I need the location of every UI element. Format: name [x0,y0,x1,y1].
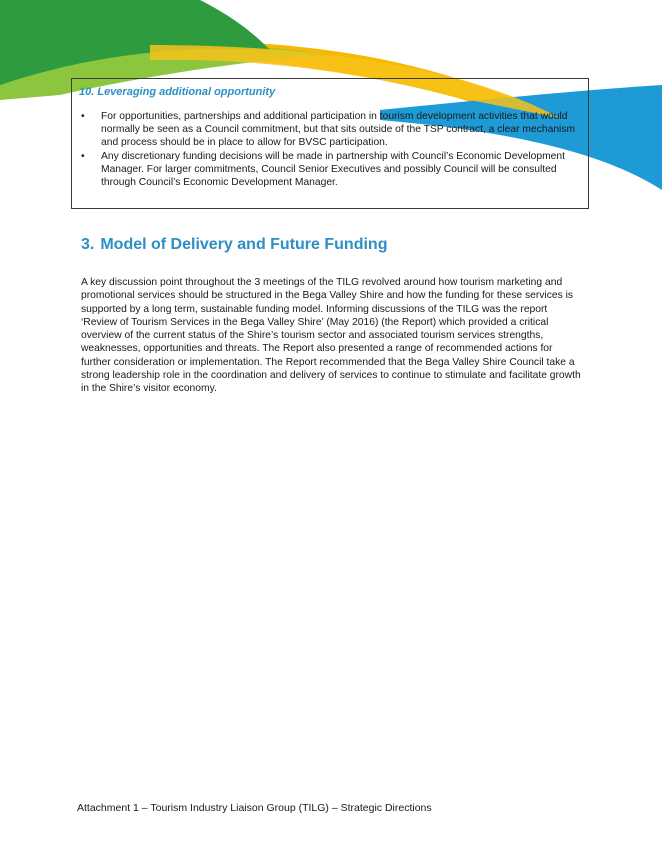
section-number: 3. [81,236,95,253]
section-title-text: Model of Delivery and Future Funding [100,236,388,253]
bullet-item [81,150,586,190]
bullet-icon: • [81,150,85,162]
bullet-icon: • [81,111,85,122]
bullet-list [81,110,586,189]
opportunity-box [71,78,589,209]
section-paragraph: A key discussion point throughout the 3 meetings of the TILG revolved around how tourism marketing and promotional services should be structured in the Bega Valley Shire and how the funding for these services is supported by a long term, sustainable funding model. Informing discussions of the TILG was the report ‘Review of Tourism Services in the Bega Valley Shire’ (May 2016) (the Report) which provided a critical overview of the current status of the Shire’s tourism sector and associated tourism services strengths, weaknesses, opportunities and threats. The Report also presented a range of recommended actions for further consideration or implementation. The Report recommended that the Bega Valley Shire Council take a strong leadership role in the coordination and delivery of services to continue to stimulate and facilitate growth in the Shire’s visitor economy. [81,277,581,395]
bullet-item [81,110,586,150]
bullet-text: For opportunities, partnerships and additional participation in tourism development activities that would normally be seen as a Council commitment, but that sits outside of the TSP contract, a clear mechanism and process should be in place to allow for BVSC participation. [101,111,576,149]
bullet-text: Any discretionary funding decisions will be made in partnership with Council’s Economic Development Manager. For larger commitments, Council Senior Executives and possibly Council will be consulted through Council’s Economic Development Manager. [101,150,565,189]
box-title: 10. Leveraging additional opportunity [79,86,276,98]
page-footer: Attachment 1 – Tourism Industry Liaison Group (TILG) – Strategic Directions [77,802,432,814]
section-heading [81,236,387,254]
